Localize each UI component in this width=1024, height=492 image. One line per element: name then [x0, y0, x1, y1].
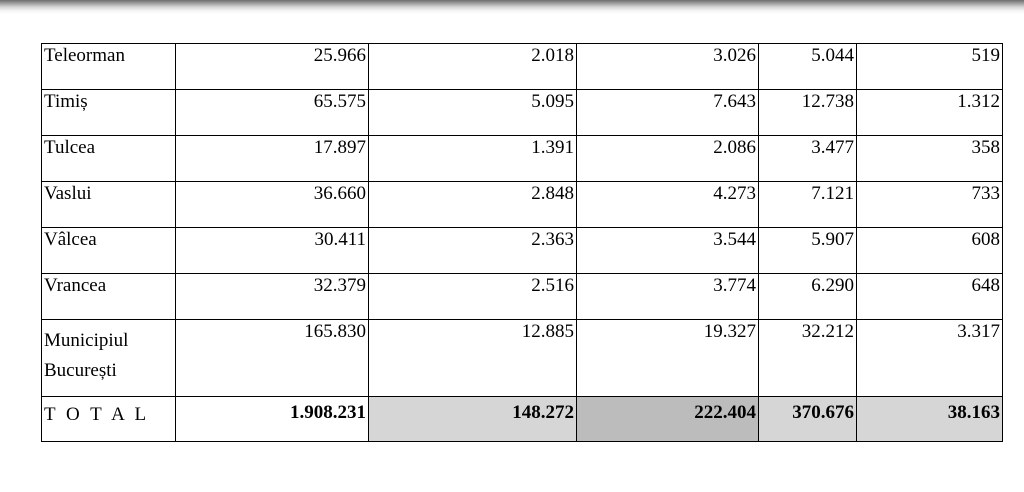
value-cell: 519 — [857, 44, 1003, 90]
value-cell: 3.544 — [577, 228, 759, 274]
value-cell: 32.379 — [176, 274, 369, 320]
value-cell: 7.121 — [759, 182, 857, 228]
value-cell: 5.907 — [759, 228, 857, 274]
window-top-shadow — [0, 0, 1024, 14]
county-name-cell: Timiș — [42, 90, 176, 136]
county-name-cell: Vaslui — [42, 182, 176, 228]
value-cell: 2.086 — [577, 136, 759, 182]
value-cell: 19.327 — [577, 320, 759, 397]
county-name-cell: Vâlcea — [42, 228, 176, 274]
value-cell: 65.575 — [176, 90, 369, 136]
table-row — [42, 136, 1003, 182]
value-cell: 7.643 — [577, 90, 759, 136]
value-cell: 12.738 — [759, 90, 857, 136]
value-cell: 32.212 — [759, 320, 857, 397]
county-name-cell: Municipiul București — [42, 320, 176, 397]
value-cell: 17.897 — [176, 136, 369, 182]
total-value-cell: 38.163 — [857, 397, 1003, 442]
county-name-cell: Teleorman — [42, 44, 176, 90]
value-cell: 608 — [857, 228, 1003, 274]
value-cell: 1.391 — [369, 136, 577, 182]
value-cell: 2.516 — [369, 274, 577, 320]
county-name-cell: Tulcea — [42, 136, 176, 182]
value-cell: 25.966 — [176, 44, 369, 90]
county-name-cell: Vrancea — [42, 274, 176, 320]
value-cell: 733 — [857, 182, 1003, 228]
total-row — [42, 397, 1003, 442]
value-cell: 2.018 — [369, 44, 577, 90]
table-row — [42, 182, 1003, 228]
value-cell: 5.095 — [369, 90, 577, 136]
value-cell: 3.026 — [577, 44, 759, 90]
total-value-cell: 222.404 — [577, 397, 759, 442]
value-cell: 1.312 — [857, 90, 1003, 136]
total-value-cell: 148.272 — [369, 397, 577, 442]
value-cell: 36.660 — [176, 182, 369, 228]
value-cell: 5.044 — [759, 44, 857, 90]
table-row — [42, 44, 1003, 90]
value-cell: 2.848 — [369, 182, 577, 228]
county-data-table — [41, 43, 1003, 442]
value-cell: 4.273 — [577, 182, 759, 228]
value-cell: 3.317 — [857, 320, 1003, 397]
total-value-cell: 370.676 — [759, 397, 857, 442]
table-row — [42, 228, 1003, 274]
total-value-cell: 1.908.231 — [176, 397, 369, 442]
value-cell: 3.774 — [577, 274, 759, 320]
value-cell: 6.290 — [759, 274, 857, 320]
total-label-cell: T O T A L — [42, 397, 176, 442]
value-cell: 2.363 — [369, 228, 577, 274]
table-row — [42, 274, 1003, 320]
value-cell: 3.477 — [759, 136, 857, 182]
value-cell: 30.411 — [176, 228, 369, 274]
value-cell: 12.885 — [369, 320, 577, 397]
value-cell: 165.830 — [176, 320, 369, 397]
value-cell: 358 — [857, 136, 1003, 182]
value-cell: 648 — [857, 274, 1003, 320]
table-row — [42, 90, 1003, 136]
table-row — [42, 320, 1003, 397]
